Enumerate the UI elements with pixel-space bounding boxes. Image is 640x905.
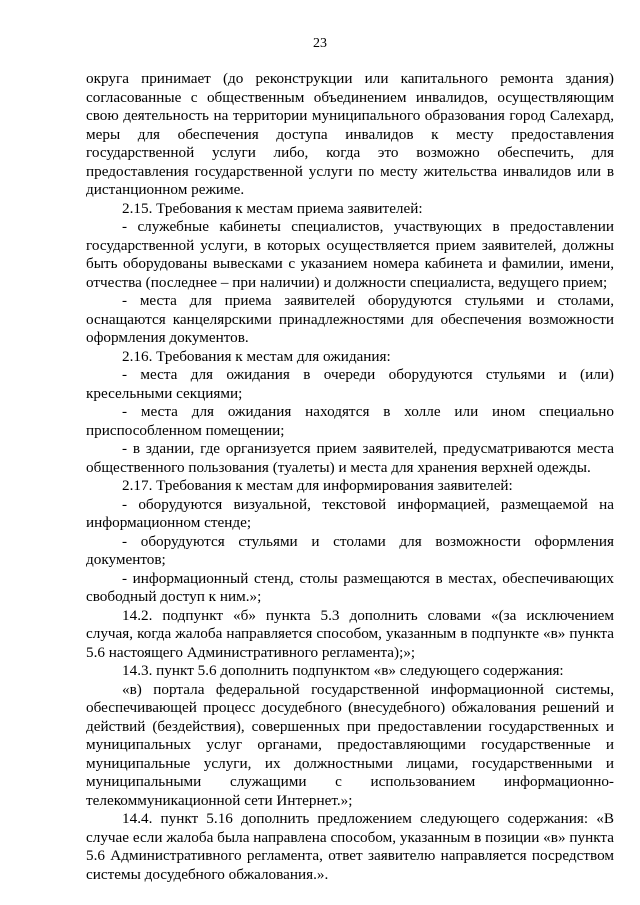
paragraph-5: 2.16. Требования к местам для ожидания: — [122, 347, 391, 365]
paragraph-11: - оборудуются стульями и столами для возможности оформления документов; — [86, 532, 614, 568]
paragraph-9: 2.17. Требования к местам для информирования заявителей: — [122, 477, 513, 494]
paragraph-16: 14.4. пункт 5.16 дополнить предложением следующего содержания: «В случае если жалоба была направлена способом, указанным в позиции «в» пункта 5.6 Административного регламента, ответ заявителю направляется посредством системы досудебного обжалования.». — [86, 810, 614, 883]
paragraph-1: округа принимает (до реконструкции или капитального ремонта здания) согласованные с общественным объединением инвалидов, осуществляющим свою деятельность на территории муниципального образования город Салехард, меры для обеспечения доступа инвалидов к месту предоставления государственной услуги либо, когда это возможно обеспечить, для предоставления государственной услуги по месту жительства инвалидов или в дистанционном режиме. — [86, 70, 614, 198]
paragraph-7: - места для ожидания находятся в холле или ином специально приспособленном помещении; — [86, 403, 614, 439]
page-number: 23 — [313, 36, 327, 51]
paragraph-13: 14.2. подпункт «б» пункта 5.3 дополнить словами «(за исключением случая, когда жалоба направляется способом, указанным в подпункте «в» пункта 5.6 настоящего Административного регламента);»; — [86, 606, 614, 661]
paragraph-2: 2.15. Требования к местам приема заявителей: — [122, 199, 423, 217]
paragraph-14: 14.3. пункт 5.6 дополнить подпунктом «в» следующего содержания: — [122, 662, 564, 679]
paragraph-8: - в здании, где организуется прием заявителей, предусматриваются места общественного пользования (туалеты) и места для хранения верхней одежды. — [86, 440, 614, 476]
paragraph-6: - места для ожидания в очереди оборудуются стульями и (или) кресельными секциями; — [86, 366, 614, 402]
paragraph-15: «в) портала федеральной государственной информационной системы, обеспечивающей процесс досудебного (внесудебного) обжалования решений и действий (бездействия), совершенных при предоставлении государственных и муниципальных услуг органами, предоставляющими государственные и муниципальные услуги, их должностными лицами, государственными и муниципальными служащими с использованием информационно-телекоммуникационной сети Интернет.»; — [86, 680, 614, 809]
document-body — [86, 70, 614, 884]
paragraph-4: - места для приема заявителей оборудуются стульями и столами, оснащаются канцелярскими принадлежностями для обеспечения возможности оформления документов. — [86, 292, 614, 346]
paragraph-12: - информационный стенд, столы размещаются в местах, обеспечивающих свободный доступ к ним.»; — [86, 569, 614, 605]
paragraph-10: - оборудуются визуальной, текстовой информацией, размещаемой на информационном стенде; — [86, 495, 614, 531]
paragraph-3: - служебные кабинеты специалистов, участвующих в предоставлении государственной услуги, в которых осуществляется прием заявителей, должны быть оборудованы вывесками с указанием номера кабинета и фамилии, имени, отчества (последнее – при наличии) и должности специалиста, ведущего прием; — [86, 218, 614, 291]
